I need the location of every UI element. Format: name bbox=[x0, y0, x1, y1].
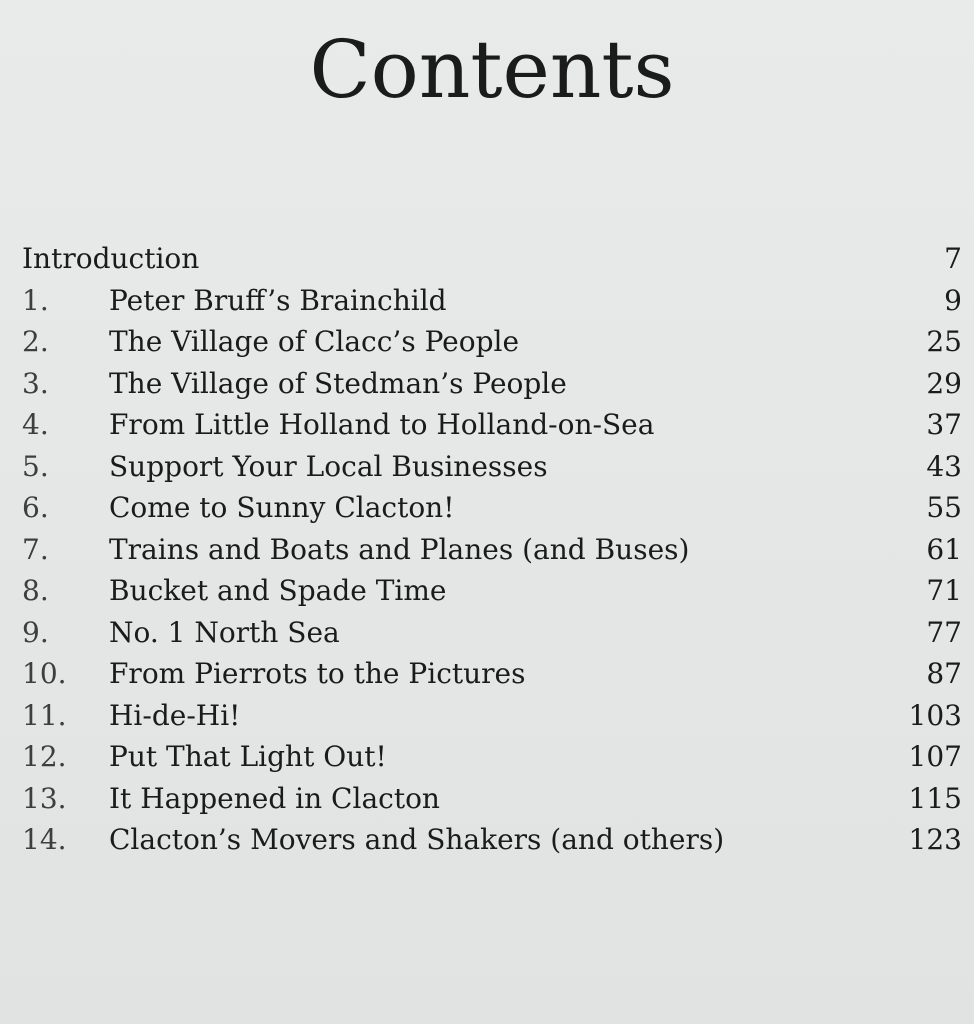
toc-entry-label: Put That Light Out! bbox=[109, 740, 387, 773]
toc-entry-page: 77 bbox=[926, 615, 962, 649]
toc-entry-page: 9 bbox=[944, 283, 962, 317]
toc-entry-label: Introduction bbox=[22, 242, 200, 275]
toc-entry-number: 12. bbox=[22, 740, 67, 773]
toc-entry-label: Bucket and Spade Time bbox=[109, 574, 447, 607]
toc-entry-6 bbox=[22, 487, 962, 529]
table-of-contents bbox=[22, 238, 962, 861]
toc-entry-label: Trains and Boats and Planes (and Buses) bbox=[109, 532, 690, 566]
toc-entry-introduction bbox=[22, 238, 962, 280]
toc-entry-page: 107 bbox=[908, 740, 962, 773]
toc-entry-label: The Village of Stedman’s People bbox=[109, 366, 567, 400]
toc-entry-3 bbox=[22, 363, 962, 405]
toc-entry-page: 61 bbox=[926, 532, 962, 566]
toc-entry-14 bbox=[22, 819, 962, 861]
toc-entry-11 bbox=[22, 695, 962, 737]
toc-entry-number: 9. bbox=[22, 615, 49, 649]
toc-entry-number: 7. bbox=[22, 532, 49, 566]
page-title: Contents bbox=[309, 23, 675, 116]
toc-entry-page: 29 bbox=[926, 366, 962, 400]
toc-entry-9 bbox=[22, 612, 962, 654]
toc-entry-page: 71 bbox=[926, 574, 962, 607]
toc-entry-2 bbox=[22, 321, 962, 363]
toc-entry-number: 3. bbox=[22, 366, 49, 400]
toc-entry-number: 8. bbox=[22, 574, 49, 607]
toc-entry-number: 13. bbox=[22, 781, 67, 815]
toc-entry-number: 5. bbox=[22, 449, 49, 483]
toc-entry-5 bbox=[22, 446, 962, 488]
toc-entry-number: 4. bbox=[22, 408, 49, 441]
toc-entry-page: 55 bbox=[926, 491, 962, 524]
toc-entry-4 bbox=[22, 404, 962, 446]
toc-entry-label: Peter Bruff’s Brainchild bbox=[109, 283, 447, 317]
toc-entry-13 bbox=[22, 778, 962, 820]
toc-entry-label: Come to Sunny Clacton! bbox=[109, 491, 455, 524]
toc-entry-page: 37 bbox=[926, 408, 962, 441]
toc-entry-page: 103 bbox=[908, 698, 962, 732]
toc-entry-10 bbox=[22, 653, 962, 695]
toc-entry-7 bbox=[22, 529, 962, 571]
toc-entry-page: 123 bbox=[908, 823, 962, 856]
toc-entry-page: 115 bbox=[908, 781, 962, 815]
toc-entry-number: 2. bbox=[22, 325, 49, 358]
toc-entry-page: 25 bbox=[926, 325, 962, 358]
toc-entry-label: Support Your Local Businesses bbox=[109, 449, 548, 483]
toc-entry-label: Hi-de-Hi! bbox=[109, 698, 241, 732]
toc-entry-label: It Happened in Clacton bbox=[109, 781, 440, 815]
toc-entry-12 bbox=[22, 736, 962, 778]
toc-entry-1 bbox=[22, 280, 962, 322]
toc-entry-page: 7 bbox=[944, 242, 962, 275]
toc-entry-label: Clacton’s Movers and Shakers (and others) bbox=[109, 823, 725, 856]
toc-entry-label: From Little Holland to Holland-on-Sea bbox=[109, 408, 655, 441]
toc-entry-number: 10. bbox=[22, 657, 67, 690]
toc-entry-page: 43 bbox=[926, 449, 962, 483]
toc-entry-label: From Pierrots to the Pictures bbox=[109, 657, 526, 690]
toc-entry-label: No. 1 North Sea bbox=[109, 615, 340, 649]
toc-entry-number: 11. bbox=[22, 698, 67, 732]
toc-entry-page: 87 bbox=[926, 657, 962, 690]
toc-entry-number: 1. bbox=[22, 283, 49, 317]
toc-entry-label: The Village of Clacc’s People bbox=[109, 325, 520, 358]
toc-entry-number: 6. bbox=[22, 491, 49, 524]
toc-entry-number: 14. bbox=[22, 823, 67, 856]
toc-entry-8 bbox=[22, 570, 962, 612]
